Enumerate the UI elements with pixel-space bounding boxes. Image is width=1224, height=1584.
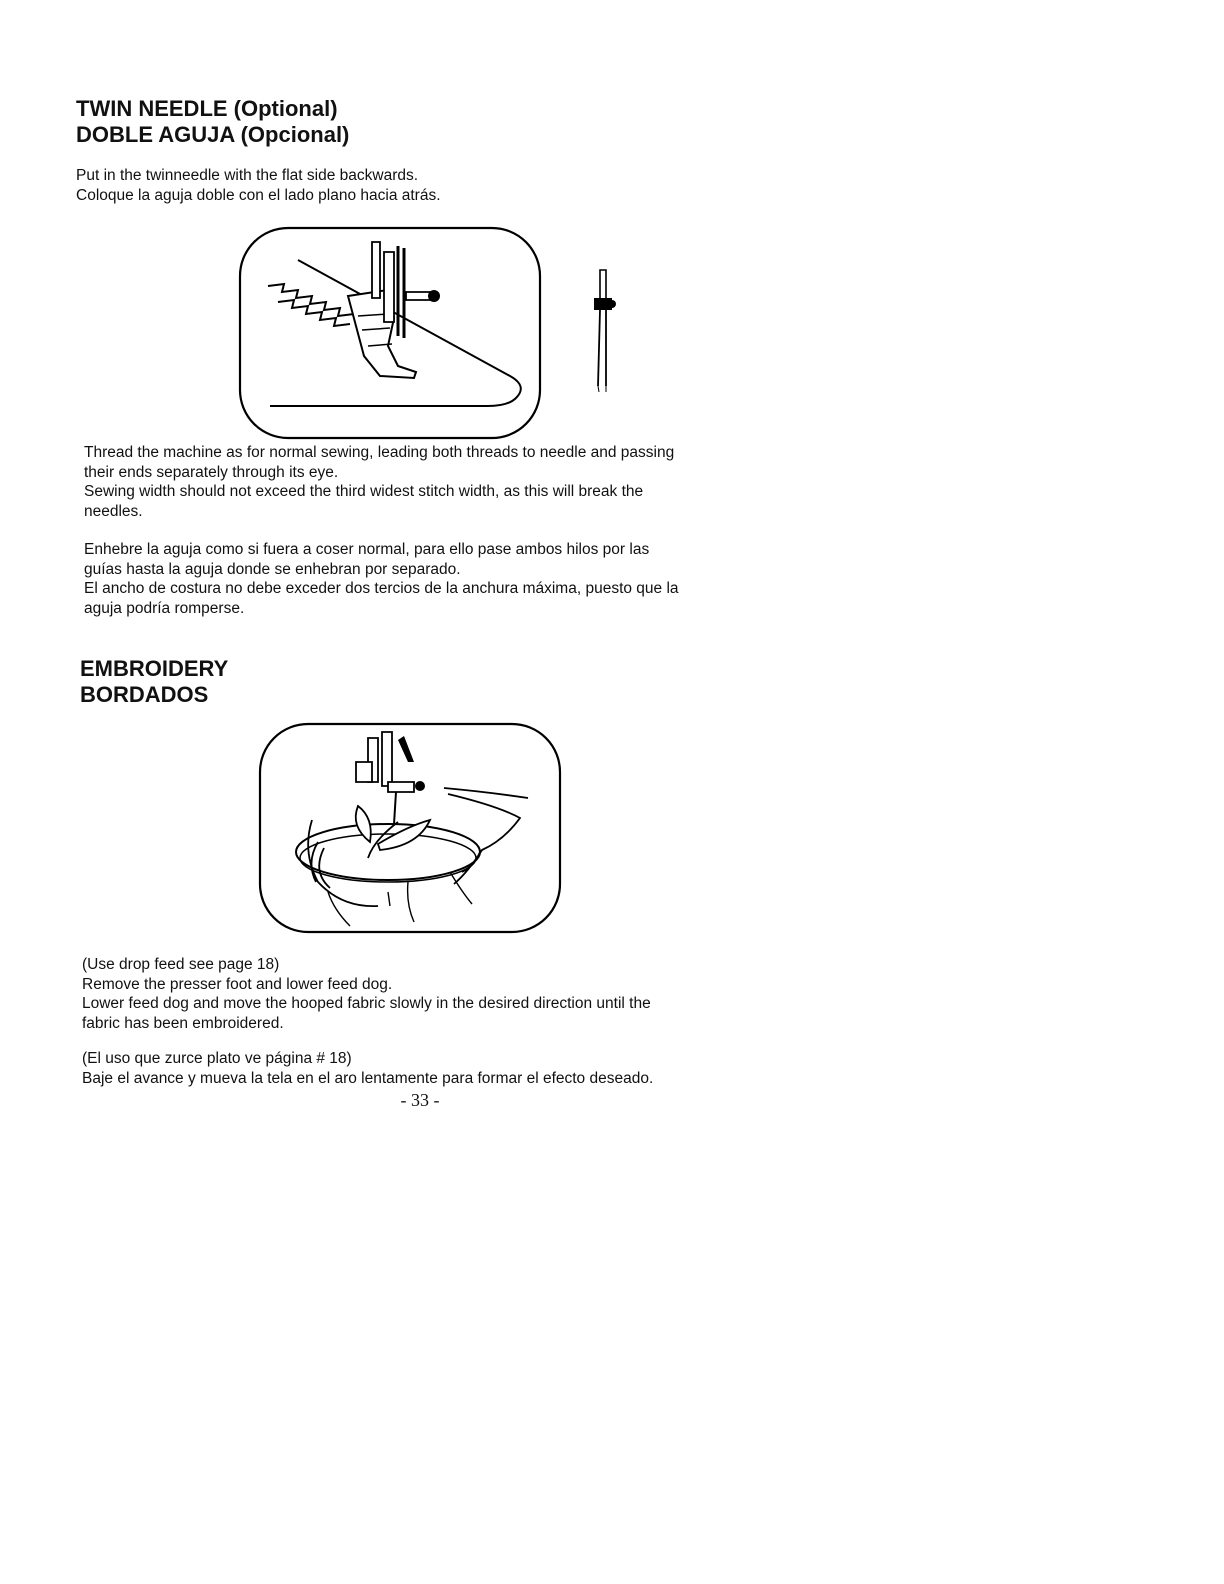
instruction-line: (El uso que zurce plato ve página # 18) <box>82 1050 352 1067</box>
instruction-line: El ancho de costura no debe exceder dos tercios de la anchura máxima, puesto que la <box>84 580 679 597</box>
twin-needle-title-es: DOBLE AGUJA (Opcional) <box>76 122 350 147</box>
instruction-line: Thread the machine as for normal sewing, leading both threads to needle and passing <box>84 444 675 461</box>
twin-needle-instructions-en <box>84 443 674 521</box>
embroidery-instructions-es <box>82 1049 653 1088</box>
twin-needle-sewing-drawing <box>238 226 542 440</box>
twin-needle-part-illustration <box>590 268 620 399</box>
twin-needle-instructions-es <box>84 540 679 618</box>
twin-needle-part-drawing <box>590 268 620 394</box>
instruction-line: Lower feed dog and move the hooped fabric slowly in the desired direction until the <box>82 995 651 1012</box>
twin-needle-intro <box>76 166 441 205</box>
instruction-line: Baje el avance y mueva la tela en el aro lentamente para formar el efecto deseado. <box>82 1069 654 1087</box>
embroidery-title-es: BORDADOS <box>80 682 209 707</box>
instruction-line: Enhebre la aguja como si fuera a coser normal, para ello pase ambos hilos por las <box>84 541 650 558</box>
embroidery-title-en: EMBROIDERY <box>80 656 229 681</box>
page-number: - 33 - <box>400 1090 440 1110</box>
instruction-line: fabric has been embroidered. <box>82 1014 284 1032</box>
twin-needle-title-en: TWIN NEEDLE (Optional) <box>76 96 338 121</box>
embroidery-instructions-en <box>82 955 651 1033</box>
instruction-line: guías hasta la aguja donde se enhebran por separado. <box>84 560 461 578</box>
embroidery-drawing <box>258 722 562 934</box>
embroidery-illustration <box>258 722 562 939</box>
instruction-line: Sewing width should not exceed the third widest stitch width, as this will break the <box>84 483 644 500</box>
twin-needle-sewing-illustration <box>238 226 542 445</box>
instruction-line: (Use drop feed see page 18) <box>82 956 280 973</box>
intro-line: Put in the twinneedle with the flat side backwards. <box>76 167 419 184</box>
instruction-line: their ends separately through its eye. <box>84 463 339 481</box>
intro-line: Coloque la aguja doble con el lado plano hacia atrás. <box>76 186 441 204</box>
instruction-line: aguja podría romperse. <box>84 599 245 617</box>
instruction-line: needles. <box>84 502 143 520</box>
instruction-line: Remove the presser foot and lower feed dog. <box>82 975 393 993</box>
